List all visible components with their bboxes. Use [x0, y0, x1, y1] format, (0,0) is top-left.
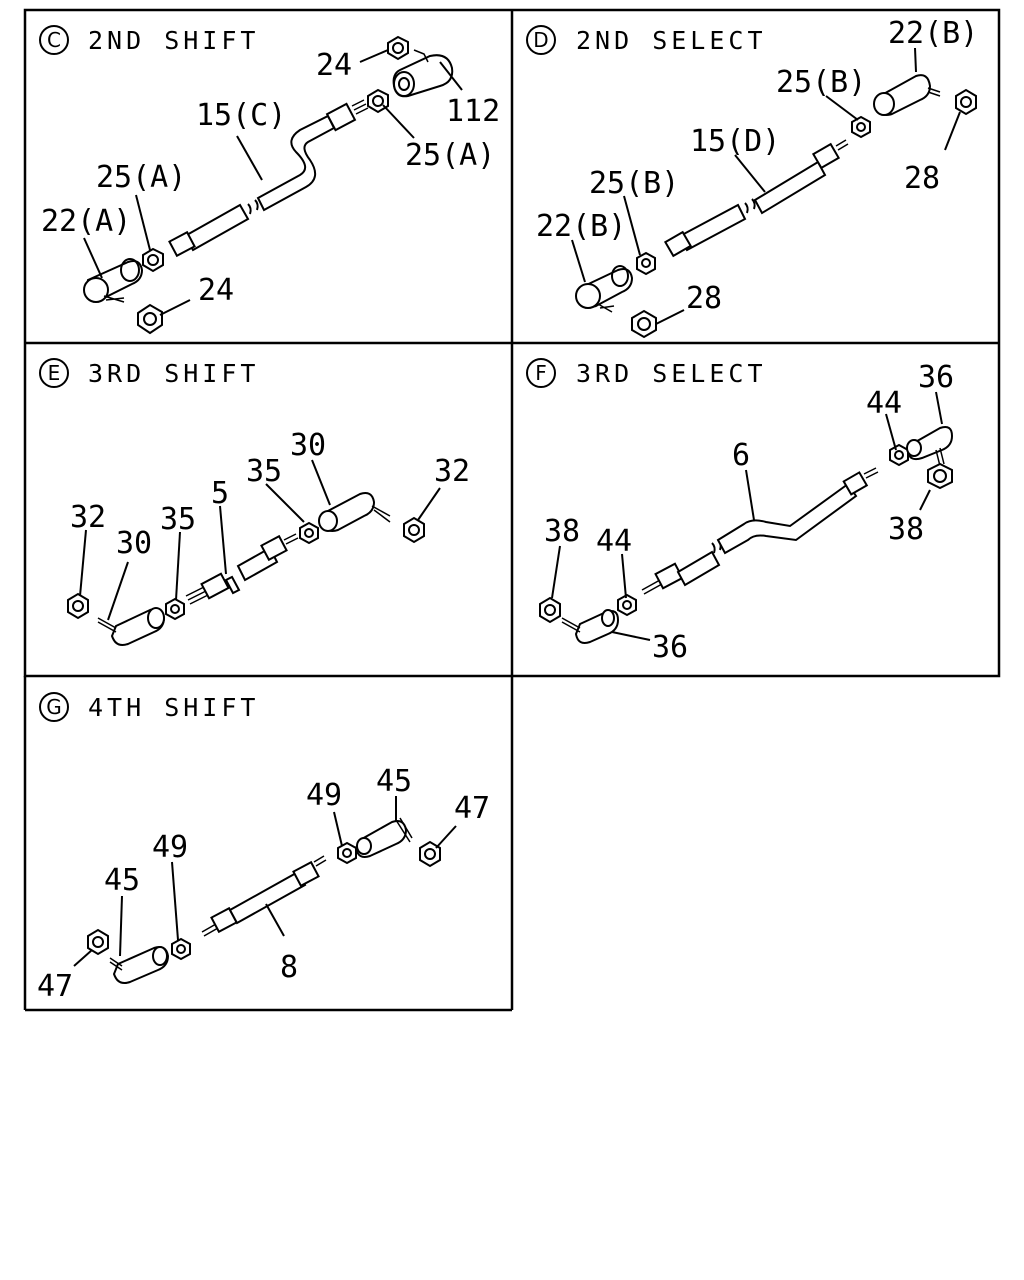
- panel-g-letter: G: [46, 695, 62, 719]
- label-44-top: 44: [866, 386, 903, 421]
- label-22a: 22(A): [41, 204, 132, 239]
- label-22b-top: 22(B): [888, 16, 979, 51]
- label-49-top: 49: [306, 778, 343, 813]
- label-22b-left: 22(B): [536, 209, 627, 244]
- panel-f-letter: F: [535, 361, 547, 385]
- label-8: 8: [280, 950, 299, 985]
- label-30-top: 30: [290, 428, 327, 463]
- panel-g-4th-shift: [37, 693, 490, 1004]
- panel-e-title: 3RD SHIFT: [88, 359, 260, 388]
- label-24-top: 24: [316, 48, 353, 83]
- label-25a-left: 25(A): [96, 160, 187, 195]
- label-5: 5: [211, 476, 230, 511]
- panel-c-letter: C: [47, 28, 61, 52]
- panel-e-letter: E: [47, 361, 61, 385]
- label-38-left: 38: [544, 514, 581, 549]
- label-24-bottom: 24: [198, 273, 235, 308]
- panel-g-heading: [40, 693, 259, 722]
- label-28-bottom: 28: [686, 281, 723, 316]
- label-47-right: 47: [454, 791, 491, 826]
- label-32-left: 32: [70, 500, 107, 535]
- panel-c-2nd-shift: [40, 26, 500, 333]
- label-36-bottom: 36: [652, 630, 689, 665]
- panel-f-3rd-select: [527, 359, 954, 665]
- label-25a-right: 25(A): [405, 138, 496, 173]
- label-25b-top: 25(B): [776, 65, 867, 100]
- label-32-right: 32: [434, 454, 471, 489]
- label-38-right: 38: [888, 512, 925, 547]
- label-35-top: 35: [246, 454, 283, 489]
- label-36-top: 36: [918, 360, 955, 395]
- label-45-top: 45: [376, 764, 413, 799]
- panel-d-heading: [527, 26, 767, 55]
- panel-d-2nd-select: [527, 16, 978, 337]
- label-30-left: 30: [116, 526, 153, 561]
- label-6: 6: [732, 438, 751, 473]
- label-15d: 15(D): [690, 124, 781, 159]
- label-47-left: 47: [37, 969, 74, 1004]
- label-44-left: 44: [596, 524, 633, 559]
- panel-g-title: 4TH SHIFT: [88, 693, 260, 722]
- panel-f-title: 3RD SELECT: [576, 359, 767, 388]
- label-35-left: 35: [160, 502, 197, 537]
- panel-d-letter: D: [533, 28, 549, 52]
- panel-c-heading: [40, 26, 259, 55]
- panel-e-3rd-shift: [40, 359, 470, 645]
- label-49-left: 49: [152, 830, 189, 865]
- label-45-left: 45: [104, 863, 141, 898]
- panel-d-title: 2ND SELECT: [576, 26, 767, 55]
- panel-c-title: 2ND SHIFT: [88, 26, 260, 55]
- panel-e-heading: [40, 359, 259, 388]
- label-28-top: 28: [904, 161, 941, 196]
- label-15c: 15(C): [196, 98, 287, 133]
- label-25b-left: 25(B): [589, 166, 680, 201]
- panel-f-heading: [527, 359, 767, 388]
- label-112: 112: [446, 94, 501, 129]
